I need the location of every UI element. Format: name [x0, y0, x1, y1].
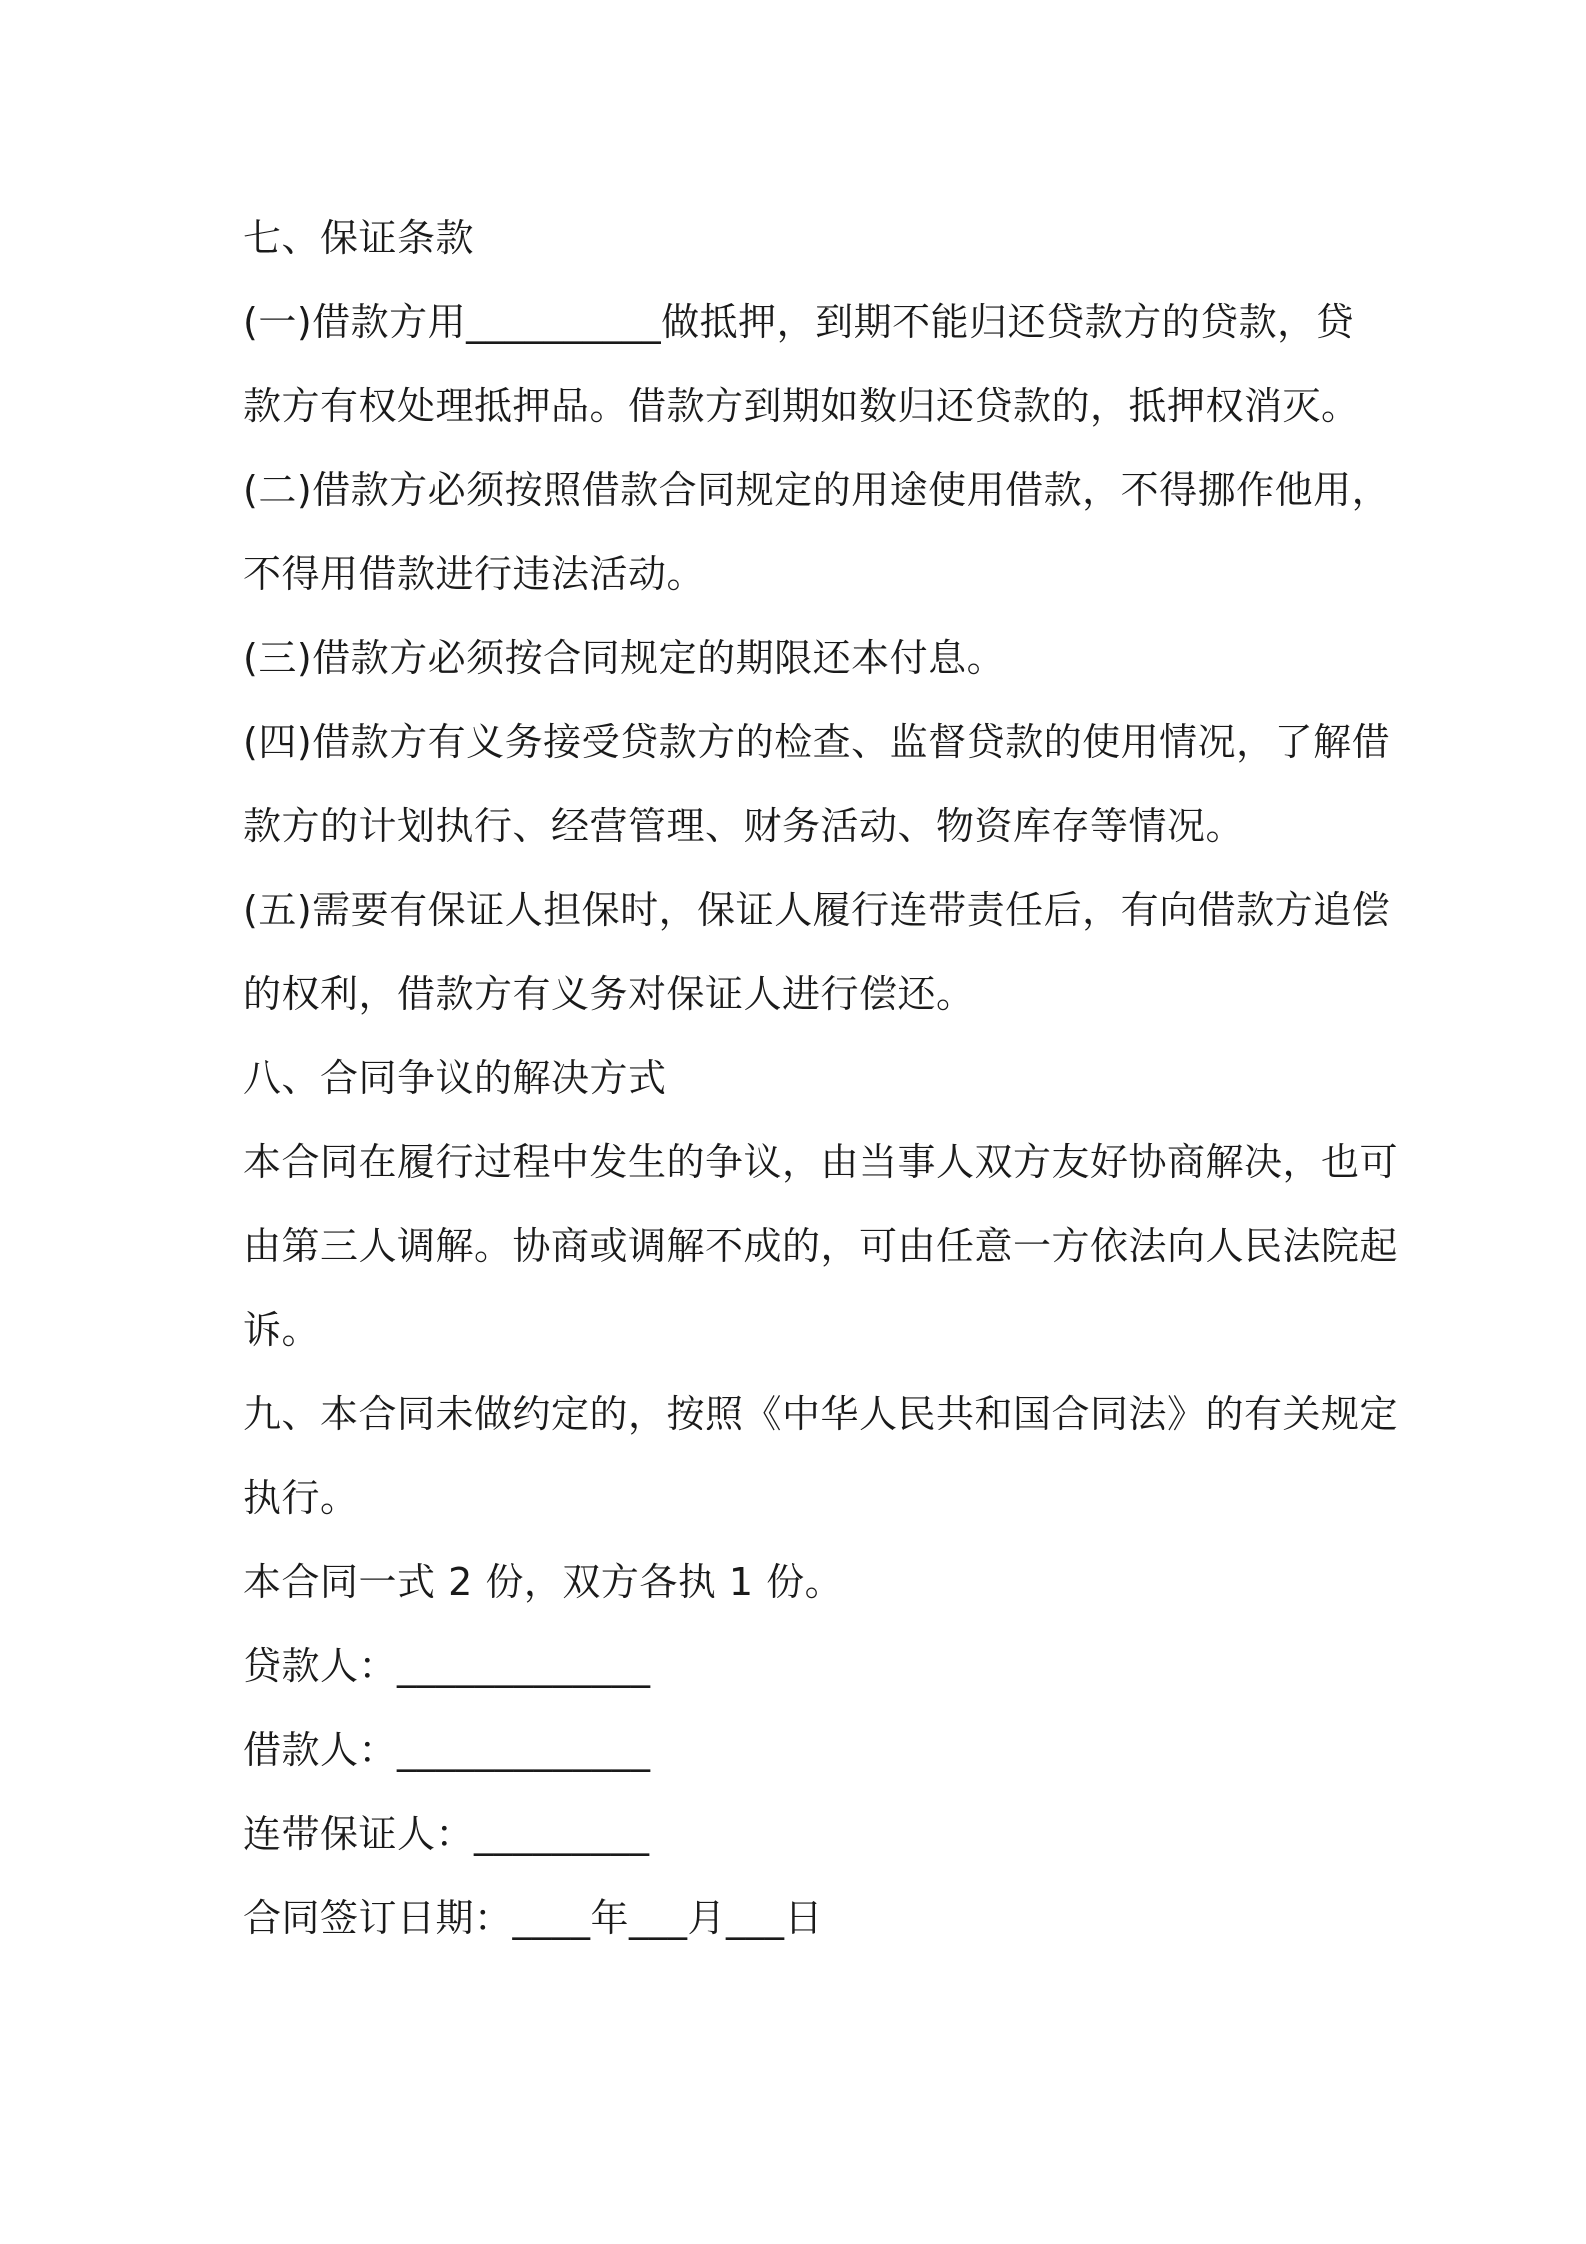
lender-signature-field: 贷款人：_____________: [243, 1644, 651, 1688]
clause-4-line-2: 款方的计划执行、经营管理、财务活动、物资库存等情况。: [243, 804, 1245, 848]
section-heading-guarantee: 七、保证条款: [243, 216, 475, 260]
clause-1-line-2: 款方有权处理抵押品。借款方到期如数归还贷款的，抵押权消灭。: [243, 384, 1360, 428]
clause-3-line-1: (三)借款方必须按合同规定的期限还本付息。: [243, 636, 1006, 680]
borrower-signature-field: 借款人：_____________: [243, 1728, 651, 1772]
clause-4-line-1: (四)借款方有义务接受贷款方的检查、监督贷款的使用情况，了解借: [243, 720, 1391, 764]
dispute-text-line-1: 本合同在履行过程中发生的争议，由当事人双方友好协商解决，也可: [243, 1140, 1399, 1184]
dispute-text-line-3: 诉。: [243, 1308, 321, 1352]
clause-5-line-2: 的权利，借款方有义务对保证人进行偿还。: [243, 972, 975, 1016]
copies-statement: 本合同一式 2 份，双方各执 1 份。: [243, 1560, 844, 1604]
signing-date-field: 合同签订日期：____年___月___日: [243, 1896, 824, 1940]
guarantor-signature-field: 连带保证人：_________: [243, 1812, 650, 1856]
clause-1-line-1: (一)借款方用__________做抵押，到期不能归还贷款方的贷款，贷: [243, 300, 1355, 344]
section-nine-line-1: 九、本合同未做约定的，按照《中华人民共和国合同法》的有关规定: [243, 1392, 1399, 1436]
clause-5-line-1: (五)需要有保证人担保时，保证人履行连带责任后，有向借款方追偿: [243, 888, 1391, 932]
clause-2-line-1: (二)借款方必须按照借款合同规定的用途使用借款，不得挪作他用，: [243, 468, 1391, 512]
clause-2-line-2: 不得用借款进行违法活动。: [243, 552, 706, 596]
document-body: [243, 196, 1399, 1960]
section-nine-line-2: 执行。: [243, 1476, 359, 1520]
dispute-text-line-2: 由第三人调解。协商或调解不成的，可由任意一方依法向人民法院起: [243, 1224, 1399, 1268]
section-heading-dispute: 八、合同争议的解决方式: [243, 1056, 667, 1100]
